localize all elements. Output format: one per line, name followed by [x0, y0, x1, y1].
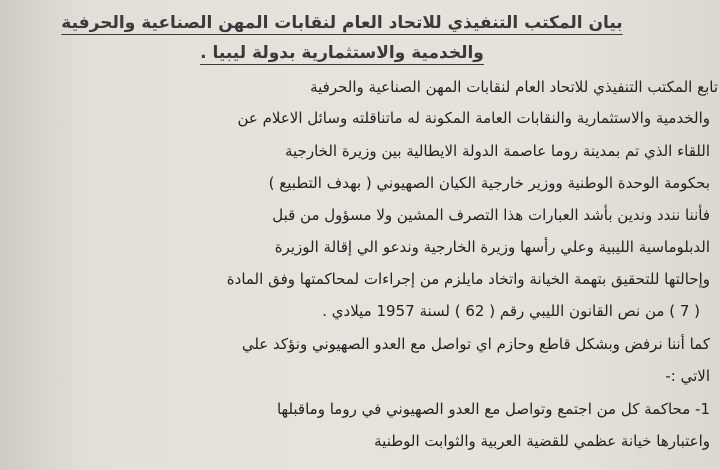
title-line-1: بيان المكتب التنفيذي للاتحاد العام لنقابات المهن الصناعية والحرفية	[61, 13, 623, 33]
body-line-5: فأننا نندد وندين بأشد العبارات هذا التصرف المشين ولا مسؤول من قبل	[272, 206, 710, 224]
body-line-1: تابع المكتب التنفيذي للاتحاد العام لنقابات المهن الصناعية والحرفية	[310, 78, 718, 96]
body-line-7: وإحالتها للتحقيق بتهمة الخيانة واتخاد مايلزم من إجراءات لمحاكمتها وفق المادة	[226, 270, 710, 288]
body-line-4: بحكومة الوحدة الوطنية ووزير خارجية الكيان الصهيوني ( بهدف التطبيع )	[268, 174, 710, 192]
body-line-6: الدبلوماسية الليبية وعلي رأسها وزيرة الخارجية وندعو الي إقالة الوزيرة	[274, 238, 710, 256]
body-line-10: الاتي :-	[665, 367, 710, 385]
statement-title	[22, 8, 662, 68]
body-line-8: ( 7 ) من نص القانون الليبي رقم ( 62 ) لسنة 1957 ميلادي .	[322, 302, 700, 320]
body-line-11: 1- محاكمة كل من اجتمع وتواصل مع العدو الصهيوني في روما وماقبلها	[276, 400, 710, 418]
body-line-12: واعتبارها خيانة عظمي للقضية العربية والثوابت الوطنية	[374, 432, 710, 450]
title-line-2: والخدمية والاستثمارية بدولة ليبيا .	[200, 43, 484, 63]
body-line-2: والخدمية والاستثمارية والنقابات العامة المكونة له ماتناقلته وسائل الاعلام عن	[237, 109, 710, 127]
body-line-9: كما أننا نرفض وبشكل قاطع وحازم اي تواصل مع العدو الصهيوني ونؤكد علي	[241, 335, 710, 353]
body-line-3: اللقاء الذي تم بمدينة روما عاصمة الدولة الايطالية بين وزيرة الخارجية	[284, 142, 710, 160]
